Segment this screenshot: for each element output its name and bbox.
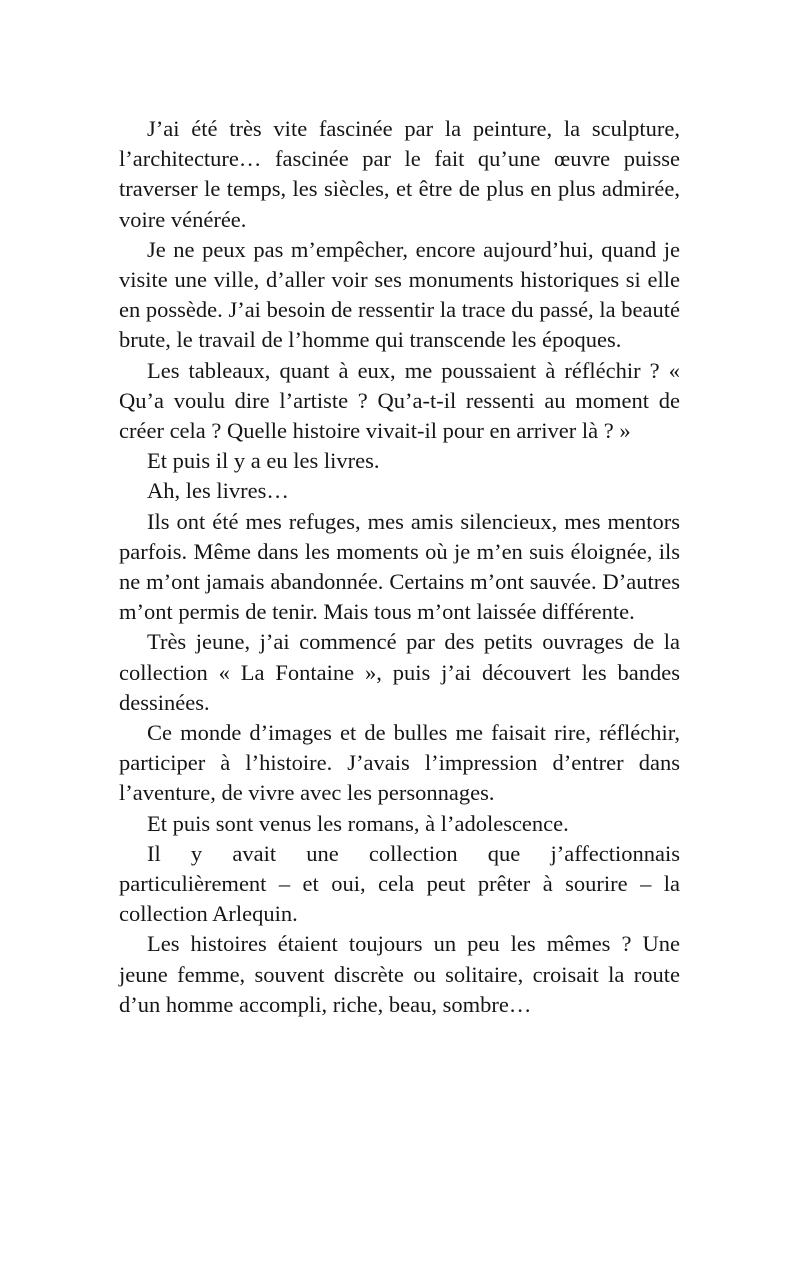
paragraph: Il y avait une collection que j’affectionnais particulièrement – et oui, cela peut prêter à sourire – la collection Arlequin. xyxy=(119,840,680,927)
paragraph: Les histoires étaient toujours un peu les mêmes ? Une jeune femme, souvent discrète ou solitaire, croisait la route d’un homme accompli, riche, beau, sombre… xyxy=(119,931,680,1017)
paragraph: Et puis sont venus les romans, à l’adolescence. xyxy=(147,810,569,836)
paragraph: Ils ont été mes refuges, mes amis silencieux, mes mentors parfois. Même dans les moments où je m’en suis éloignée, ils ne m’ont jamais abandonnée. Certains m’ont sauvée. D’autres m’ont permis de tenir. Mais tous m’ont laissée différente. xyxy=(119,508,680,625)
paragraph: Je ne peux pas m’empêcher, encore aujourd’hui, quand je visite une ville, d’aller voir ses monuments historiques si elle en possède. J’ai besoin de ressentir la trace du passé, la beauté brute, le travail de l’homme qui transcende les époques. xyxy=(119,236,680,353)
paragraph: Et puis il y a eu les livres. xyxy=(147,448,380,474)
paragraph: Ah, les livres… xyxy=(147,478,289,504)
paragraph: Les tableaux, quant à eux, me poussaient à réfléchir ? « Qu’a voulu dire l’artiste ? Qu’a-t-il ressenti au moment de créer cela ? Quelle histoire vivait-il pour en arriver là ? » xyxy=(119,357,680,444)
paragraph: J’ai été très vite fascinée par la peinture, la sculpture, l’architecture… fascinée par le fait qu’une œuvre puisse traverser le temps, les siècles, et être de plus en plus admirée, voire vénérée. xyxy=(119,116,680,232)
paragraph: Très jeune, j’ai commencé par des petits ouvrages de la collection « La Fontaine », puis j’ai découvert les bandes dessinées. xyxy=(119,629,680,715)
paragraph: Ce monde d’images et de bulles me faisait rire, réfléchir, participer à l’histoire. J’avais l’impression d’entrer dans l’aventure, de vivre avec les personnages. xyxy=(119,720,680,806)
book-page-body xyxy=(119,114,680,1020)
